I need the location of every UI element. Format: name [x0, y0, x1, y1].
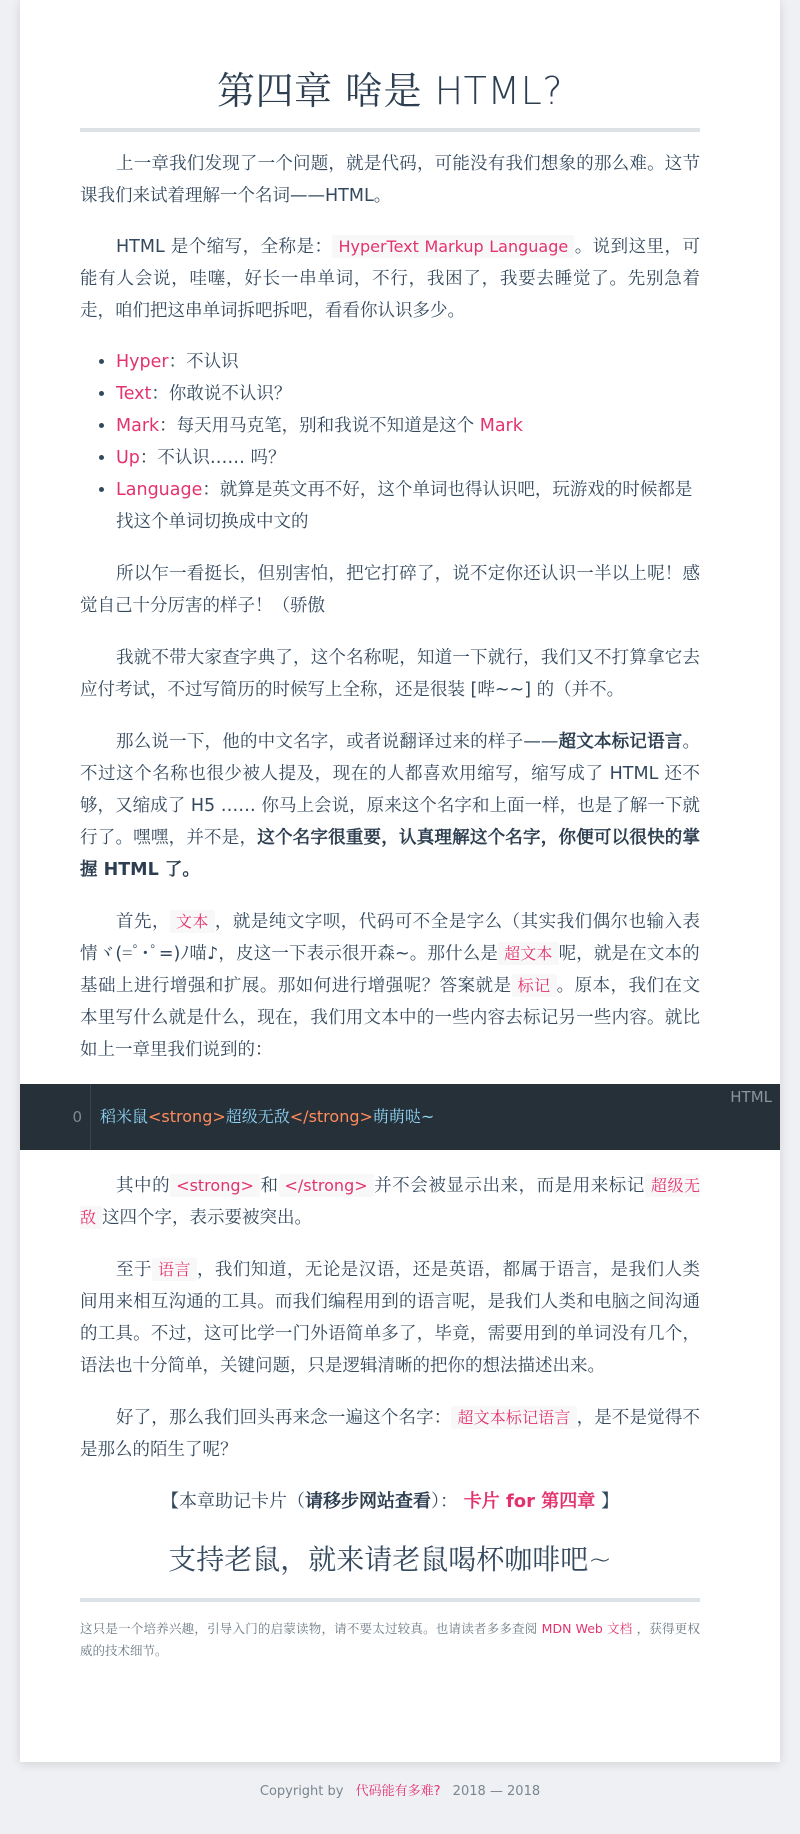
list-item [116, 442, 700, 474]
text: 其中的 [116, 1176, 171, 1196]
inline-code: 超文本标记语言 [451, 1406, 576, 1429]
word-desc: ：你敢说不认识？ [151, 384, 292, 404]
inline-code: <strong> [170, 1174, 260, 1197]
paragraph-abbreviation [80, 231, 700, 327]
text: ，就是纯文字呗，代码可不全是字么（其实我们偶尔也输入表情ヾ(=ﾟ･ﾟ=)ﾉ喵♪，皮这一下表示很开森~。那什么是 [80, 912, 700, 964]
word-term: Mark [116, 416, 160, 436]
word-term: Hyper [116, 352, 169, 372]
word-term: Language [116, 480, 203, 500]
text: ，我们知道，无论是汉语，还是英语，都属于语言，是我们人类间用来相互沟通的工具。而我们编程用到的语言呢，是我们人类和电脑之间沟通的工具。不过，这可比学一门外语简单多了，毕竟，需要用到的单词没有几个，语法也十分简单，关键问题，只是逻辑清晰的把你的想法描述出来。 [80, 1260, 700, 1376]
article-content-lower [80, 1170, 700, 1662]
paragraph-text-explained [80, 906, 700, 1066]
code-text: 稻米鼠 [100, 1107, 149, 1126]
text: 呢，就是在文本的基础上进行增强和扩展。那如何进行增强呢？答案就是 [80, 944, 700, 996]
copyright-label: Copyright by [259, 1784, 344, 1799]
word-desc: ：不认识 [168, 352, 239, 372]
bold-text: 这个名字很重要，认真理解这个名字，你便可以很快的掌握 HTML 了。 [80, 828, 701, 880]
text: 和 [259, 1176, 279, 1196]
line-number-gutter [20, 1084, 91, 1150]
list-item [116, 346, 700, 378]
text: ）： [430, 1491, 458, 1512]
paragraph-intro: 上一章我们发现了一个问题，就是代码，可能没有我们想象的那么难。这节课我们来试着理解一个名词——HTML。 [80, 154, 700, 206]
word-desc: ：不认识…… 吗？ [139, 448, 286, 468]
line-number: 0 [72, 1108, 82, 1126]
paragraph-conclusion [80, 1402, 700, 1466]
bold-text: 请移步网站查看 [304, 1491, 431, 1512]
text: 好了，那么我们回头再来念一遍这个名字： [116, 1408, 452, 1428]
inline-code: 超文本 [498, 942, 558, 965]
inline-code: 标记 [512, 974, 557, 997]
memo-card-line [80, 1486, 700, 1518]
inline-code: 文本 [170, 910, 215, 933]
term-hypertext-markup-language: HyperText Markup Language [332, 235, 574, 258]
list-item [116, 378, 700, 410]
text: 。原本，我们在文本里写什么就是什么，现在，我们用文本中的一些内容去标记另一些内容。就比如上一章里我们说到的： [80, 976, 700, 1060]
text: 这四个字，表示要被突出。 [102, 1208, 313, 1228]
memo-card-link[interactable]: 卡片 for 第四章 [463, 1491, 596, 1512]
page-title: 第四章 啥是 HTML? [216, 69, 564, 113]
mdn-docs-link[interactable]: MDN Web 文档 [541, 1621, 633, 1636]
word-term: Up [116, 448, 140, 468]
code-text: 超级无敌 [225, 1107, 290, 1126]
inline-code: 语言 [152, 1258, 197, 1281]
list-item [116, 474, 700, 538]
text: ，获得更权威的技术细节。 [80, 1621, 700, 1658]
word-list [80, 346, 700, 538]
paragraph-no-dictionary: 我就不带大家查字典了，这个名称呢，知道一下就行，我们又不打算拿它去应付考试，不过写简历的时候写上全称，还是很装 [哔~~] 的（并不。 [80, 648, 700, 700]
disclaimer-note [80, 1618, 700, 1662]
text: 。说到这里，可能有人会说，哇噻，好长一串单词，不行，我困了，我要去睡觉了。先别急着走，咱们把这串单词拆吧拆吧，看看你认识多少。 [80, 237, 700, 321]
paragraph-dont-be-afraid: 所以乍一看挺长，但别害怕，把它打碎了，说不定你还认识一半以上呢！感觉自己十分厉害的样子！（骄傲 [80, 564, 700, 616]
code-text: 萌萌哒~ [372, 1107, 435, 1126]
support-heading: 支持老鼠，就来请老鼠喝杯咖啡吧~ [168, 1543, 612, 1576]
list-item [116, 410, 700, 442]
paragraph-chinese-name [80, 726, 700, 886]
text: 【本章助记卡片（ [160, 1491, 305, 1512]
inline-code: 超级无敌 [80, 1176, 701, 1227]
bold-text: 超文本标记语言 [558, 732, 683, 752]
inline-code: </strong> [279, 1174, 374, 1197]
text: HTML 是个缩写，全称是： [116, 237, 333, 257]
paragraph-strong-tag [80, 1170, 700, 1234]
article-content [80, 0, 700, 1066]
title-divider [80, 128, 700, 132]
code-block [20, 1084, 780, 1150]
copyright-footer [0, 1780, 800, 1799]
copyright-years: 2018 — 2018 [452, 1784, 541, 1799]
text: 那么说一下，他的中文名字，或者说翻译过来的样子—— [116, 732, 559, 752]
footer-divider [80, 1598, 700, 1602]
text: 至于 [116, 1260, 152, 1280]
code-line [100, 1084, 434, 1150]
text: 。不过这个名称也很少被人提及，现在的人都喜欢用缩写，缩写成了 HTML 还不够，又缩成了 H5 …… 你马上会说，原来这个名字和上面一样，也是了解一下就行了。嘿嘿，并不是， [80, 732, 701, 848]
paragraph-language [80, 1254, 700, 1382]
code-tag: </strong> [289, 1107, 373, 1126]
word-term: Text [116, 384, 152, 404]
text: 首先， [116, 912, 170, 932]
word-desc: ：就算是英文再不好，这个单词也得认识吧，玩游戏的时候都是找这个单词切换成中文的 [116, 480, 693, 532]
word-desc: ：每天用马克笔，别和我说不知道是这个 [159, 416, 480, 436]
code-tag: <strong> [148, 1107, 226, 1126]
text: ，是不是觉得不是那么的陌生了呢？ [80, 1408, 700, 1460]
text: 这只是一个培养兴趣，引导入门的启蒙读物，请不要太过较真。也请读者多多查阅 [80, 1621, 538, 1636]
site-link[interactable]: 代码能有多难? [355, 1784, 441, 1799]
code-language-label: HTML [730, 1088, 772, 1106]
word-tail: Mark [479, 416, 523, 436]
text: 并不会被显示出来，而是用来标记 [373, 1176, 645, 1196]
text: 】 [601, 1491, 620, 1512]
